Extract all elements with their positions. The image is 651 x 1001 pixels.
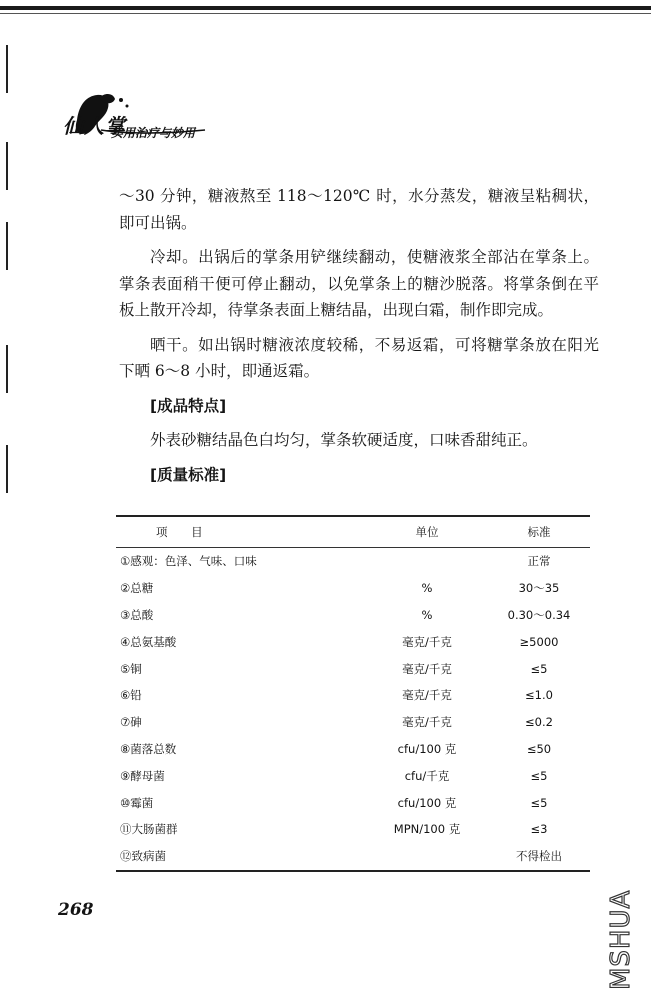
book-title: 仙人掌 [63, 114, 126, 138]
cell-unit: % [421, 607, 433, 622]
cell-unit: cfu/100 克 [397, 741, 457, 756]
table-row [116, 682, 590, 709]
cell-item: ⑥铅 [120, 688, 142, 703]
header-standard: 标准 [527, 525, 551, 539]
table-row [116, 602, 590, 629]
top-rule [0, 6, 651, 10]
cell-standard: ≤3 [530, 822, 548, 837]
table-row [116, 548, 590, 575]
cell-standard: 0.30～0.34 [507, 607, 571, 622]
table-rule-bottom [116, 870, 590, 872]
cell-item: ②总糖 [120, 581, 154, 596]
cell-unit: % [421, 581, 433, 596]
table-header-row [116, 517, 590, 547]
margin-mark [6, 142, 8, 190]
cell-unit: 毫克/千克 [402, 634, 452, 649]
table-row [116, 816, 590, 843]
cell-standard: ≤5 [530, 661, 548, 676]
section-heading: [质量标准] [150, 465, 227, 484]
cell-item: ①感观：色泽、气味、口味 [120, 554, 257, 569]
cell-item: ⑨酵母菌 [120, 768, 165, 783]
paragraph: 外表砂糖结晶色白均匀，掌条软硬适度，口味香甜纯正。 [150, 431, 538, 449]
margin-mark [6, 445, 8, 493]
book-logo [55, 90, 225, 150]
cell-item: ⑤铜 [120, 661, 142, 676]
cell-standard: ≤5 [530, 795, 548, 810]
cell-item: ⑦砷 [120, 715, 142, 730]
quality-standards-table [116, 515, 590, 872]
cell-standard: 30～35 [518, 581, 560, 596]
cell-item: ⑫致病菌 [120, 849, 166, 864]
paragraph: 晒干。如出锅时糖液浓度较稀，不易返霜，可将糖掌条放在阳光下晒 6～8 小时，即通返霜。 [119, 335, 599, 380]
cell-standard: ≤50 [526, 741, 552, 756]
margin-mark [6, 345, 8, 393]
table-row [116, 736, 590, 763]
cell-unit: cfu/100 克 [397, 795, 457, 810]
watermark: MSHUA [606, 889, 636, 990]
book-subtitle: 实用治疗与妙用 [111, 126, 196, 140]
body-text [119, 183, 599, 488]
cell-item: ⑧菌落总数 [120, 741, 177, 756]
header-item: 项 目 [156, 525, 213, 539]
table-body [116, 548, 590, 870]
table-row [116, 762, 590, 789]
top-rule-thin [0, 13, 651, 14]
table-row [116, 843, 590, 870]
cell-standard: 不得检出 [516, 849, 562, 864]
cell-standard: ≤5 [530, 768, 548, 783]
table-row [116, 655, 590, 682]
page-number: 268 [58, 900, 94, 920]
cell-unit: 毫克/千克 [402, 715, 452, 730]
cell-item: ③总酸 [120, 607, 154, 622]
table-row [116, 709, 590, 736]
cell-item: ⑪大肠菌群 [120, 822, 178, 837]
cell-unit: cfu/千克 [404, 768, 450, 783]
cell-unit: MPN/100 克 [393, 822, 461, 837]
cell-unit: 毫克/千克 [402, 688, 452, 703]
cell-standard: ≤0.2 [525, 715, 553, 730]
header-unit: 单位 [415, 525, 439, 539]
cell-standard: 正常 [527, 554, 551, 569]
cell-item: ④总氨基酸 [120, 634, 177, 649]
cell-unit: 毫克/千克 [402, 661, 452, 676]
table-row [116, 789, 590, 816]
cell-item: ⑩霉菌 [120, 795, 154, 810]
paragraph: 冷却。出锅后的掌条用铲继续翻动，使糖液浆全部沾在掌条上。掌条表面稍干便可停止翻动，以免掌条上的糖沙脱落。将掌条倒在平板上散开冷却，待掌条表面上糖结晶，出现白霜，制作即完成。 [119, 248, 599, 319]
cell-standard: ≤1.0 [525, 688, 553, 703]
cell-standard: ≥5000 [519, 634, 559, 649]
margin-mark [6, 45, 8, 93]
section-heading: [成品特点] [150, 396, 227, 415]
paragraph: ～30 分钟，糖液熬至 118～120℃ 时，水分蒸发，糖液呈粘稠状，即可出锅。 [119, 187, 599, 232]
table-row [116, 628, 590, 655]
table-row [116, 575, 590, 602]
margin-mark [6, 222, 8, 270]
